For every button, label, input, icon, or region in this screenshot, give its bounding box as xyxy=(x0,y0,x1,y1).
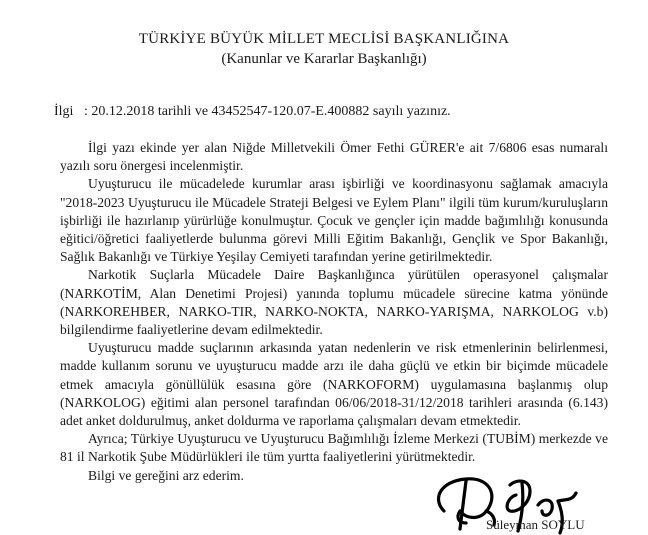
paragraph: Uyuşturucu ile mücadelede kurumlar arası işbirliği ve koordinasyonu sağlamak amacıyla "2018-2023 Uyuşturucu ile Mücadele Strateji Belgesi ve Eylem Planı" ilgili tüm kurum/kuruluşların işbirliği ile hazırlanıp yürürlüğe konulmuştur. Çocuk ve gençler için madde bağımlılığı konusunda eğitici/öğretici faaliyetlerde bulunma görevi Milli Eğitim Bakanlığı, Gençlik ve Spor Bakanlığı, Sağlık Bakanlığı ve Türkiye Yeşilay Cemiyeti tarafından yerine getirilmektedir. xyxy=(60,176,608,265)
letter-body xyxy=(60,139,608,485)
addressee-title: TÜRKİYE BÜYÜK MİLLET MECLİSİ BAŞKANLIĞINA xyxy=(138,31,510,47)
reference-line xyxy=(54,104,451,120)
signatory-name: Süleyman SOYLU xyxy=(486,517,585,532)
paragraph: Narkotik Suçlarla Mücadele Daire Başkanlığınca yürütülen operasyonel çalışmalar (NARKOTİM, Alan Denetimi Projesi) yanında toplumu mücadele sürecine katma yönünde (NARKOREHBER, NARKO-TIR, NARKO-NOKTA, NARKO-YARIŞMA, NARKOLOG v.b) bilgilendirme faaliyetlerine devam edilmektedir. xyxy=(60,267,608,338)
closing-paragraph: Bilgi ve gereğini arz ederim. xyxy=(88,467,244,483)
addressee-subtitle: (Kanunlar ve Kararlar Başkanlığı) xyxy=(221,51,427,67)
paragraph: Ayrıca; Türkiye Uyuşturucu ve Uyuşturucu Bağımlılığı İzleme Merkezi (TUBİM) merkezde ve 81 il Narkotik Şube Müdürlükleri ile tüm yurtta faaliyetlerini yürütmektedir. xyxy=(60,431,608,465)
paragraph: Uyuşturucu madde suçlarının arkasında yatan nedenlerin ve risk etmenlerinin belirlenmesi, madde kullanım sorunu ve uyuşturucu madde arzı ile daha güçlü ve etkin bir biçimde mücadele etmek amacıyla gönüllülük esasına göre (NARKOFORM) uygulamasına başlanmış olup (NARKOLOG) eğitimi alan personel tarafından 06/06/2018-31/12/2018 tarihleri arasında (6.143) adet anket doldurulmuş, anket doldurma ve raporlama çalışmaları devam etmektedir. xyxy=(60,340,608,429)
paragraph: İlgi yazı ekinde yer alan Niğde Milletvekili Ömer Fethi GÜRER'e ait 7/6806 esas numaralı yazılı soru önergesi incelenmiştir. xyxy=(60,140,608,174)
reference-label: İlgi xyxy=(54,104,74,119)
reference-text: : 20.12.2018 tarihli ve 43452547-120.07-E.400882 sayılı yazınız. xyxy=(84,104,451,119)
